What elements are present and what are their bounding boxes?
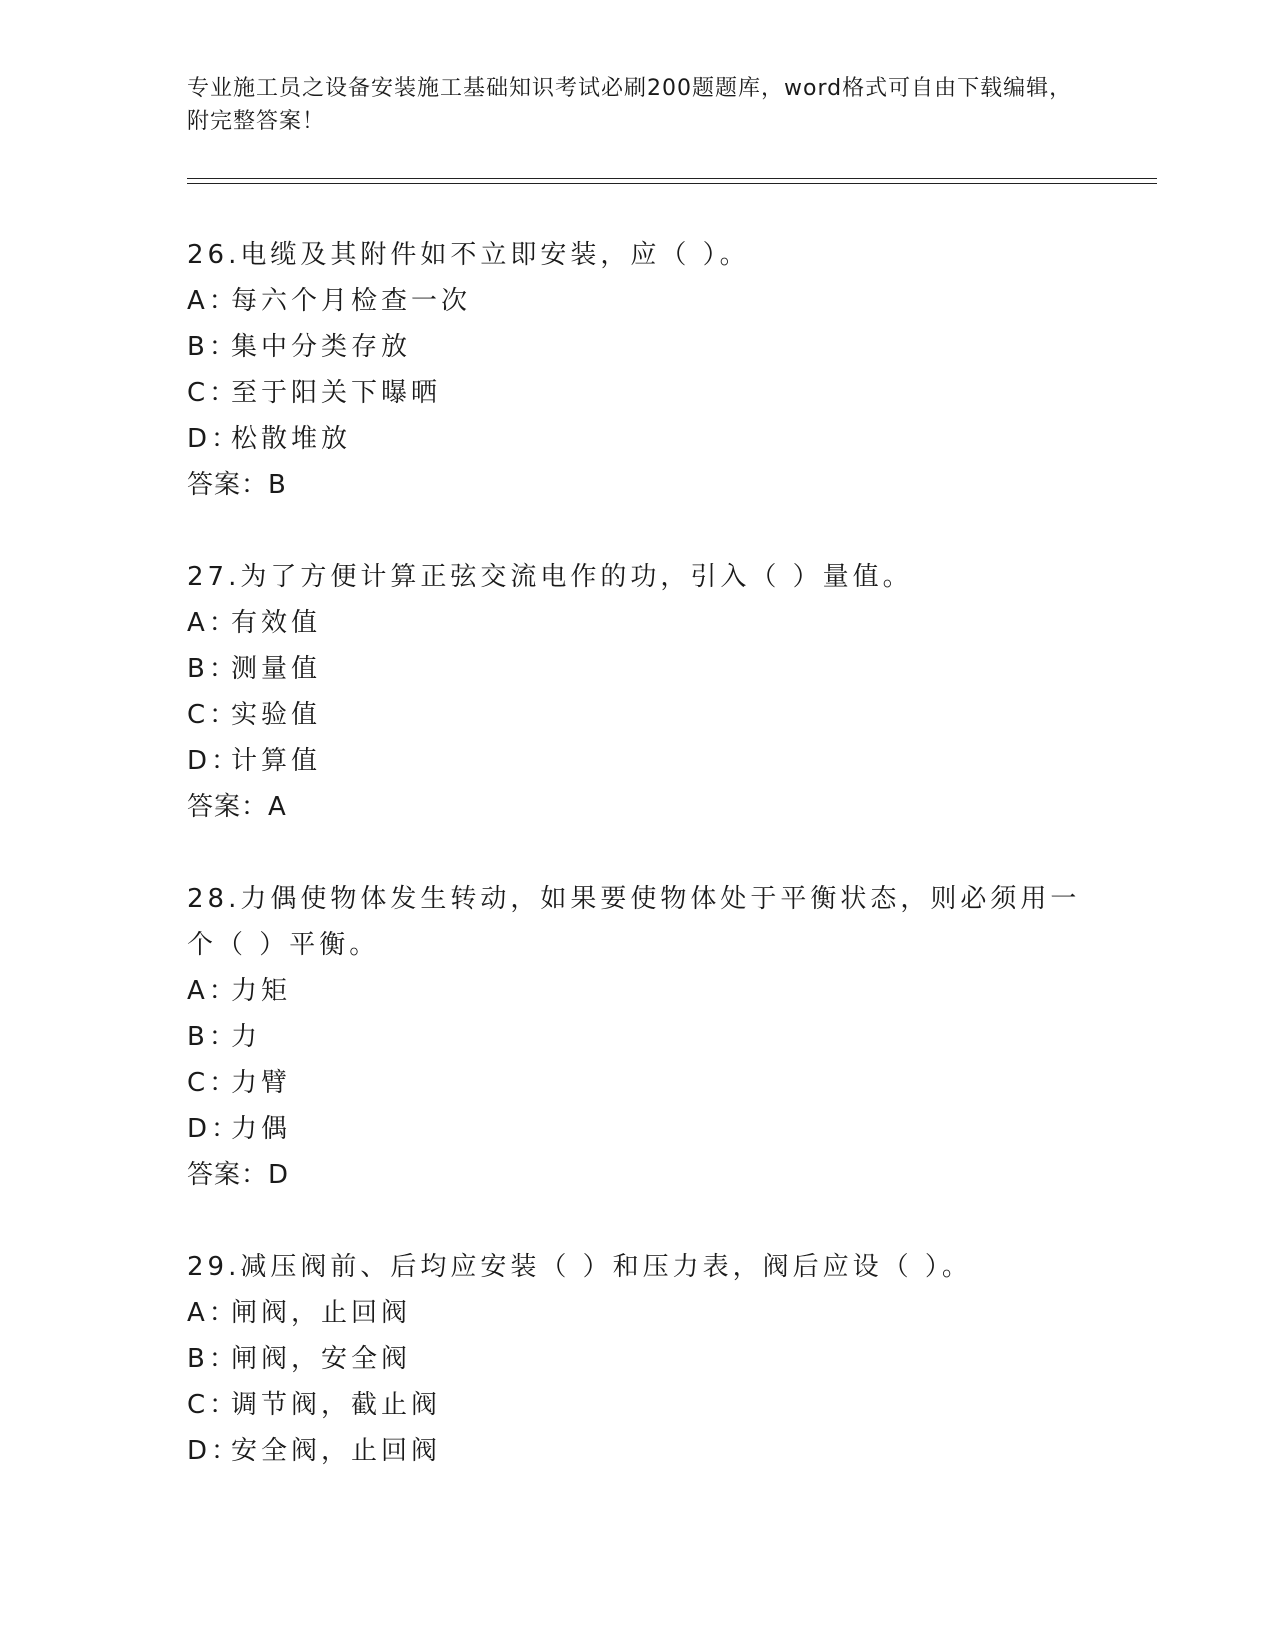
option-d [187, 416, 1107, 462]
option-a [187, 600, 1107, 646]
header-divider-bottom [187, 183, 1157, 184]
option-a [187, 968, 1107, 1014]
question-26 [187, 232, 1107, 508]
option-text: 闸阀，安全阀 [231, 1344, 412, 1374]
option-text: 调节阀，截止阀 [231, 1390, 442, 1420]
option-key: D： [187, 746, 242, 776]
option-key: C： [187, 378, 240, 408]
option-text: 力臂 [231, 1068, 292, 1098]
question-28 [187, 876, 1107, 1198]
answer-line: 答案：D [187, 1160, 290, 1190]
option-c [187, 370, 1107, 416]
option-key: C： [187, 1068, 240, 1098]
option-text: 实验值 [231, 700, 322, 730]
option-b [187, 1336, 1107, 1382]
option-key: A： [187, 976, 239, 1006]
option-text: 力偶 [231, 1114, 292, 1144]
option-text: 力 [231, 1022, 262, 1052]
option-d [187, 1106, 1107, 1152]
answer-line: 答案：A [187, 792, 287, 822]
option-text: 每六个月检查一次 [231, 286, 472, 316]
question-text: 29.减压阀前、后均应安装（ ）和压力表，阀后应设（ ）。 [187, 1252, 972, 1282]
option-a [187, 278, 1107, 324]
option-key: A： [187, 286, 239, 316]
option-text: 计算值 [231, 746, 322, 776]
option-key: D： [187, 424, 242, 454]
option-text: 安全阀，止回阀 [231, 1436, 442, 1466]
option-key: C： [187, 1390, 240, 1420]
option-key: C： [187, 700, 240, 730]
option-key: B： [187, 1344, 239, 1374]
option-text: 集中分类存放 [231, 332, 412, 362]
option-key: D： [187, 1436, 242, 1466]
option-b [187, 1014, 1107, 1060]
question-text: 27.为了方便计算正弦交流电作的功，引入（ ）量值。 [187, 562, 913, 592]
option-text: 测量值 [231, 654, 322, 684]
option-key: A： [187, 1298, 239, 1328]
option-text: 闸阀，止回阀 [231, 1298, 412, 1328]
option-b [187, 646, 1107, 692]
option-c [187, 1382, 1107, 1428]
option-d [187, 1428, 1107, 1474]
option-b [187, 324, 1107, 370]
option-key: B： [187, 1022, 239, 1052]
option-key: A： [187, 608, 239, 638]
option-text: 力矩 [231, 976, 292, 1006]
option-a [187, 1290, 1107, 1336]
option-key: D： [187, 1114, 242, 1144]
option-c [187, 1060, 1107, 1106]
option-c [187, 692, 1107, 738]
document-header: 专业施工员之设备安装施工基础知识考试必刷200题题库，word格式可自由下载编辑，附完整答案！ [187, 76, 1073, 134]
answer-line: 答案：B [187, 470, 287, 500]
question-29 [187, 1244, 1107, 1474]
question-list [187, 232, 1107, 1520]
question-27 [187, 554, 1107, 830]
option-key: B： [187, 332, 239, 362]
header-divider-top [187, 178, 1157, 179]
option-text: 松散堆放 [231, 424, 352, 454]
option-text: 有效值 [231, 608, 322, 638]
question-text: 28.力偶使物体发生转动，如果要使物体处于平衡状态，则必须用一个（ ）平衡。 [187, 884, 1081, 960]
option-key: B： [187, 654, 239, 684]
option-text: 至于阳关下曝晒 [231, 378, 442, 408]
option-d [187, 738, 1107, 784]
question-text: 26.电缆及其附件如不立即安装，应（ ）。 [187, 240, 750, 270]
